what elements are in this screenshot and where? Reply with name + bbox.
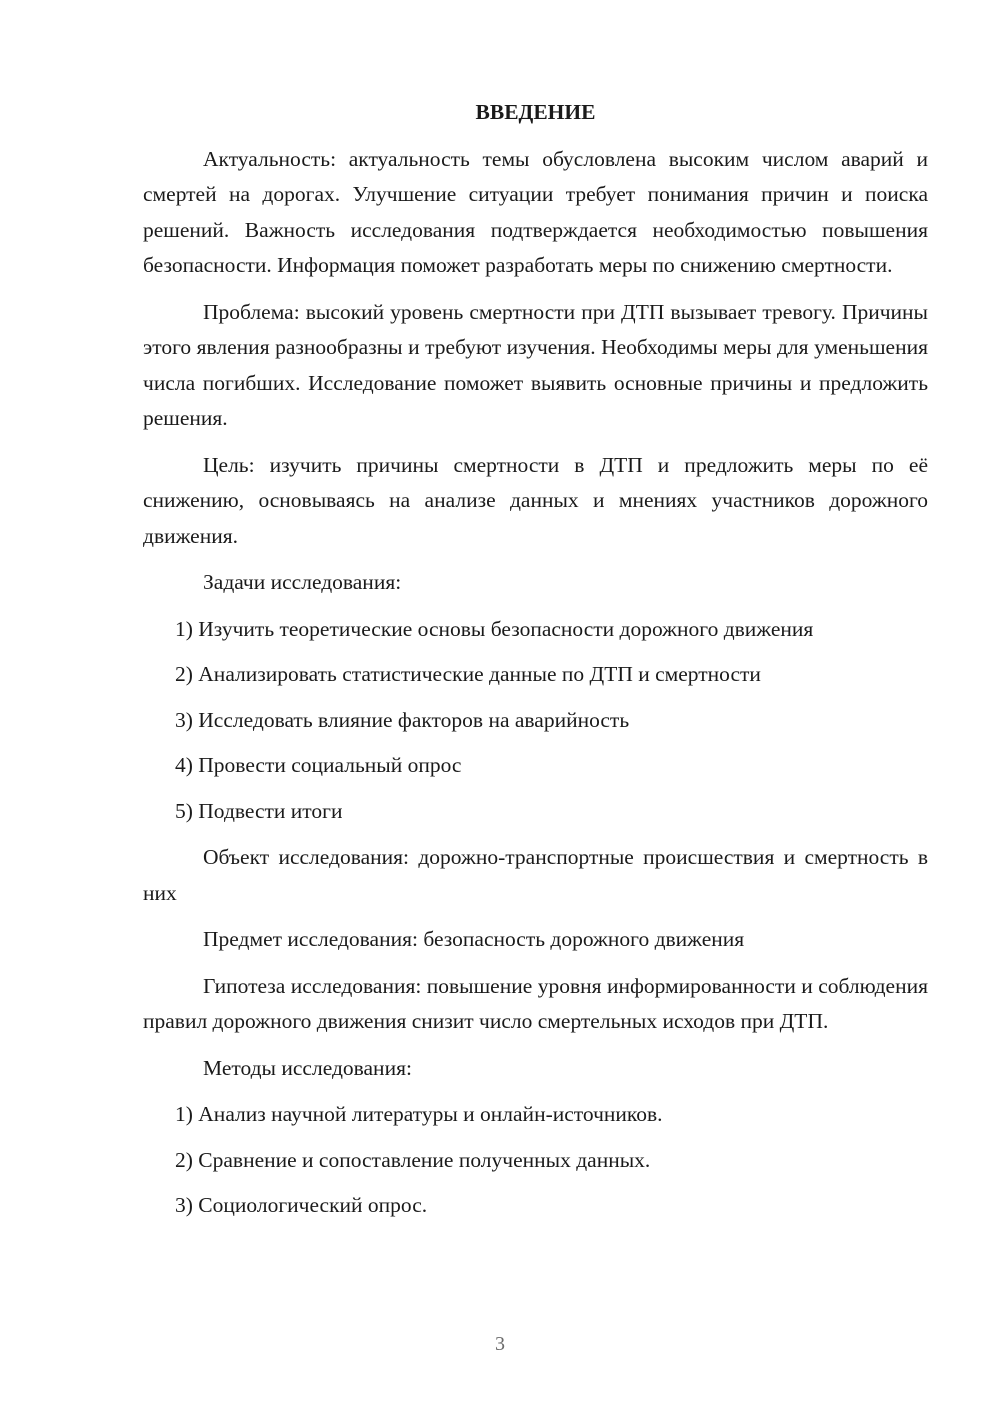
methods-list	[143, 1097, 928, 1224]
list-item: 4) Провести социальный опрос	[175, 753, 462, 777]
page-number: 3	[495, 1333, 505, 1355]
goal-paragraph: Цель: изучить причины смертности в ДТП и предложить меры по её снижению, основываясь на анализе данных и мнениях участников дорожного движения.	[143, 452, 928, 548]
list-item: 3) Исследовать влияние факторов на аварийность	[175, 707, 630, 732]
tasks-list	[143, 612, 928, 830]
object-paragraph: Объект исследования: дорожно-транспортные происшествия и смертность в них	[143, 845, 928, 905]
list-item: 3) Социологический опрос.	[175, 1193, 428, 1217]
hypothesis-paragraph: Гипотеза исследования: повышение уровня информированности и соблюдения правил дорожного движения снизит число смертельных исходов при ДТП.	[143, 973, 928, 1033]
list-item: 2) Сравнение и сопоставление полученных данных.	[175, 1147, 651, 1172]
page-title: ВВЕДЕНИЕ	[475, 100, 596, 124]
actuality-paragraph: Актуальность: актуальность темы обусловлена высоким числом аварий и смертей на дорогах. Улучшение ситуации требует понимания причин и поиска решений. Важность исследования подтверждается необходимостью повышения безопасности. Информация поможет разработать меры по снижению смертности.	[143, 146, 928, 277]
tasks-title: Задачи исследования:	[203, 570, 402, 594]
document-page	[143, 95, 928, 1235]
subject-paragraph: Предмет исследования: безопасность дорожного движения	[203, 927, 745, 951]
list-item: 5) Подвести итоги	[175, 798, 343, 823]
list-item: 1) Анализ научной литературы и онлайн-источников.	[175, 1102, 663, 1126]
problem-paragraph: Проблема: высокий уровень смертности при ДТП вызывает тревогу. Причины этого явления разнообразны и требуют изучения. Необходимы меры для уменьшения числа погибших. Исследование поможет выявить основные причины и предложить решения.	[143, 299, 928, 430]
list-item: 2) Анализировать статистические данные по ДТП и смертности	[175, 662, 761, 686]
list-item: 1) Изучить теоретические основы безопасности дорожного движения	[175, 616, 814, 641]
methods-title: Методы исследования:	[203, 1055, 412, 1080]
